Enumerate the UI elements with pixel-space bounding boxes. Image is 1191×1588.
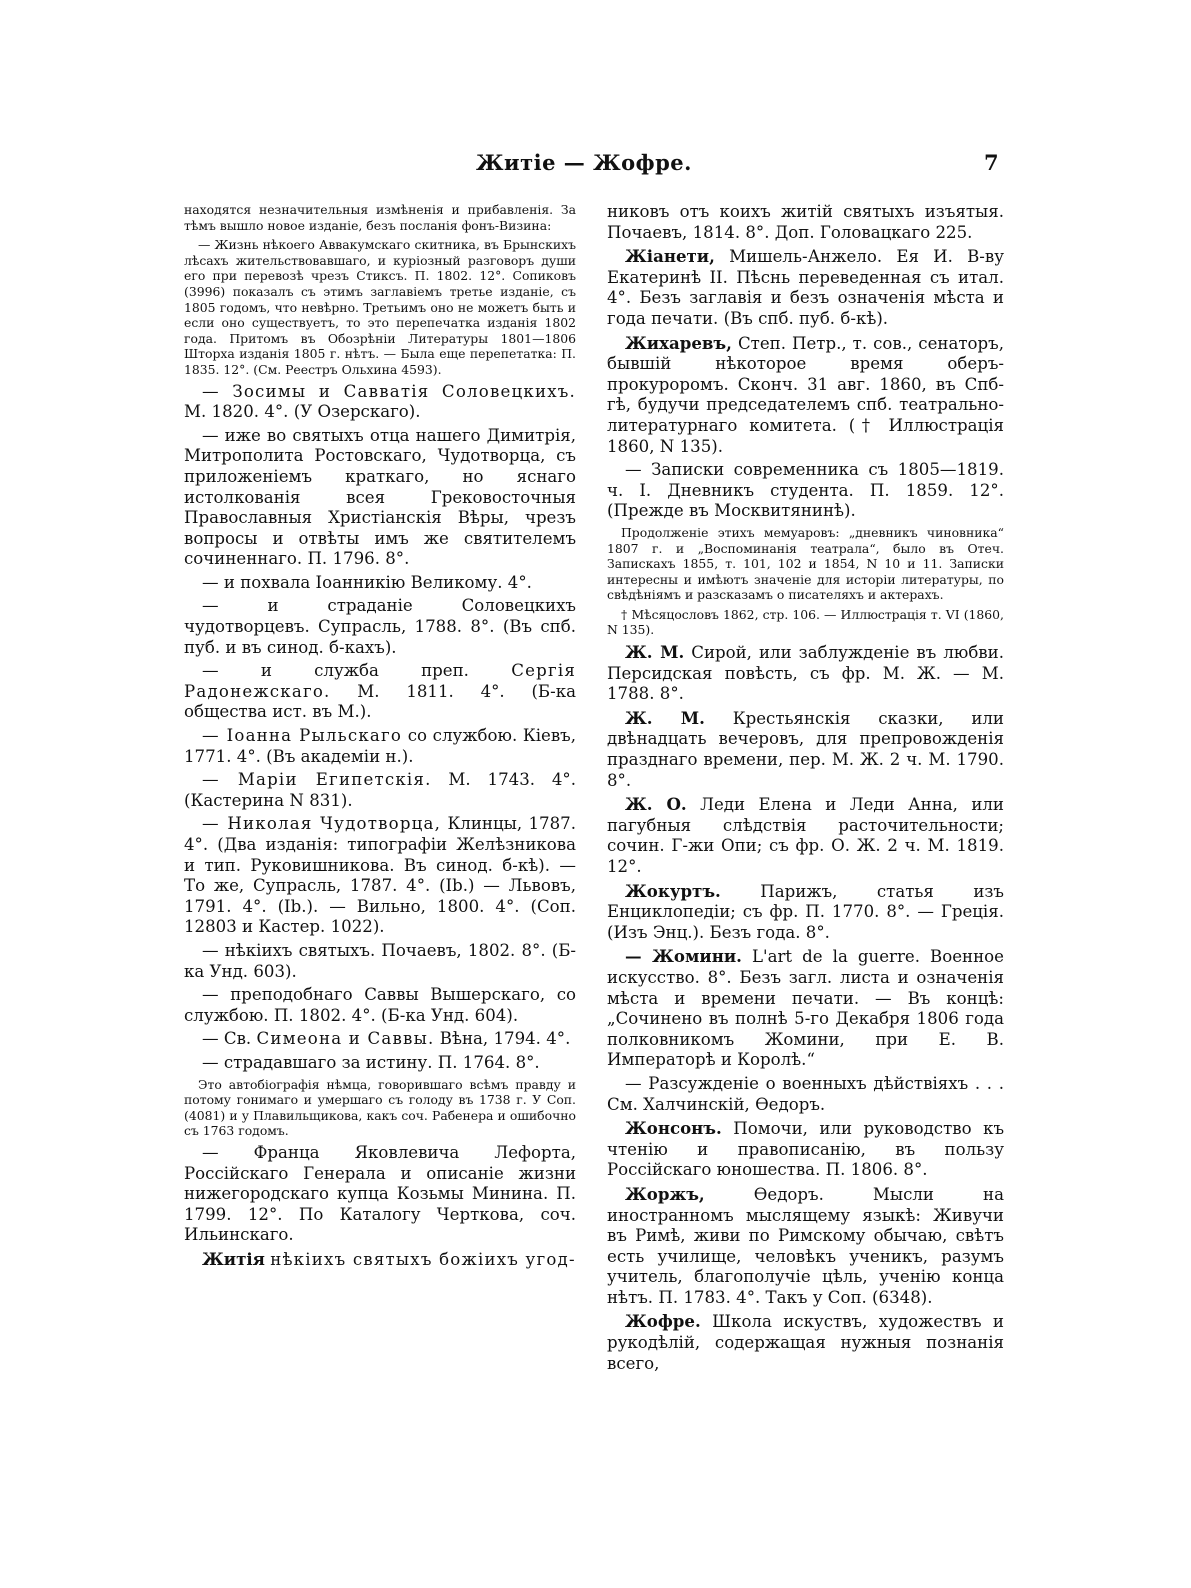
entry-text: L'art de la guerre. Военное искусство. 8°. Безъ загл. листа и означенія мѣста и времени печати. — Въ концѣ: „Сочинено въ полнѣ 5-го Декабря 1806 года полковникомъ Жомини, при Е. В. Императорѣ и Королѣ.“ (607, 947, 1004, 1070)
page-header (0, 150, 1191, 190)
entry-zhikharev (607, 333, 1004, 458)
entry-headword: Житія (202, 1248, 265, 1269)
entry-zapiski: — Записки современника съ 1805—1819. ч. I. Дневникъ студента. П. 1859. 12°. (Прежде въ Москвитянинѣ). (607, 460, 1004, 521)
entry-text: Сирой, или заблужденіе въ любви. Персидская повѣсть, съ фр. М. Ж. — М. 1788. 8°. (607, 643, 1004, 704)
entry-savva: — преподобнаго Саввы Вышерскаго, со службою. П. 1802. 4°. (Б-ка Унд. 604). (184, 985, 576, 1025)
entry-zhianeti (607, 246, 1004, 329)
entry-zh-m-2 (607, 708, 1004, 791)
entry-headword: Жоржъ, (625, 1183, 705, 1204)
entry-text: Степ. Петр., т. сов., сенаторъ, бывшій нѣкоторое время оберъ-прокуроромъ. Сконч. 31 авг. 1860, въ Спб-гѣ, будучи председателемъ спб. театрально-литературнаго комитета. († Иллюстрація 1860, N 135). (607, 333, 1004, 456)
entry-ioann-rylsky (184, 726, 576, 767)
entry-text: М. 1811. 4°. (Б-ка общества ист. въ М.). (184, 681, 576, 722)
note-paragraph: † Мѣсяцословъ 1862, стр. 106. — Иллюстрація т. VI (1860, N 135). (607, 606, 1004, 638)
entry-zhorzh (607, 1184, 1004, 1309)
entry-title: Сергія Радонежскаго. (184, 661, 576, 701)
note-paragraph: Это автобіографія нѣмца, говорившаго всѣмъ правду и потому гонимаго и умершаго съ голоду въ 1738 г. У Соп. (4081) и у Плавильщикова, какъ соч. Рабенера и ошибочно съ 1763 годомъ. (184, 1076, 576, 1139)
entry-text: Ѳедоръ. Мысли на иностранномъ мыслящему языкѣ: Живучи въ Римѣ, живи по Римскому обычаю, свѣтъ есть училище, человѣкъ ученикъ, разумъ учитель, благополучіе цѣль, ученію конца нѣтъ. П. 1783. 4°. Такъ у Соп. (6348). (607, 1184, 1004, 1307)
entry-prefix: — и служба преп. (202, 661, 469, 681)
running-title: Житіе — Жофре. (476, 150, 692, 175)
entry-headword: Жофре. (625, 1311, 701, 1332)
entry-text: Леди Елена и Леди Анна, или пагубныя слѣдствія расточительности; сочин. Г-жи Опи; съ фр. О. Ж. 2 ч. М. 1819. 12°. (607, 795, 1004, 876)
entry-zosima (184, 382, 576, 423)
note-paragraph: Продолженіе этихъ мемуаровъ: „дневникъ чиновника“ 1807 г. и „Воспоминанія театрала“, было въ Отеч. Запискахъ 1855, т. 101, 102 и 1854, N 10 и 11. Записки интересны и имѣютъ значеніе для исторіи литературы, по свѣдѣніямъ и разсказамъ о писателяхъ и актерахъ. (607, 524, 1004, 603)
entry-text: Крестьянскія сказки, или двѣнадцать вечеровъ, для препровожденія празднаго времени, пер. М. Ж. 2 ч. М. 1790. 8°. (607, 708, 1004, 790)
entry-headword: Ж. М. (625, 642, 685, 663)
entry-text: Вѣна, 1794. 4°. (439, 1029, 571, 1049)
entry-text: Помочи, или руководство къ чтенію и правописанію, въ пользу Россійскаго юношества. П. 1806. 8°. (607, 1119, 1004, 1180)
entry-headword: Ж. М. (625, 707, 705, 728)
entry-text: М. 1743. 4°. (Кастерина N 831). (184, 770, 576, 810)
entry-prefix: — Св. (202, 1029, 252, 1049)
entry-solovetsk: — и страданіе Соловецкихъ чудотворцевъ. Супрасль, 1788. 8°. (Въ спб. пуб. и въ синод. б-кахъ). (184, 596, 576, 657)
entry-headword: Жонсонъ. (625, 1118, 722, 1139)
entry-zhitiya (184, 1249, 576, 1271)
entry-headword: Ж. О. (625, 794, 687, 815)
entry-headword: Жихаревъ, (625, 332, 732, 353)
entry-zh-o (607, 794, 1004, 877)
entry-dimitry: — иже во святыхъ отца нашего Димитрія, Митрополита Ростовскаго, Чудотворца, съ приложеніемъ краткаго, но яснаго истолкованія всея Грековосточныя Православныя Христіанскія Вѣры, чрезъ вопросы и отвѣты имъ же святителемъ сочиненнаго. П. 1796. 8°. (184, 425, 576, 569)
entry-title: — Іоанна Рыльскаго (202, 726, 403, 746)
entry-lefort: — Франца Яковлевича Лефорта, Россійскаго Генерала и описаніе жизни нижегородскаго купца Козьмы Минина. П. 1799. 12°. По Каталогу Черткова, соч. Ильинскаго. (184, 1142, 576, 1245)
entry-nekiikh: — нѣкіихъ святыхъ. Почаевъ, 1802. 8°. (Б-ка Унд. 603). (184, 940, 576, 981)
entry-headword: Жіанети, (625, 246, 715, 267)
entry-zh-m-1 (607, 642, 1004, 705)
entry-text: Клинцы, 1787. 4°. (Два изданія: типографіи Желѣзникова и тип. Руковишникова. Въ синод. б-кѣ). — То же, Супрасль, 1787. 4°. (Ib.) — Львовъ, 1791. 4°. (Ib.). — Вильно, 1800. 4°. (Соп. 12803 и Кастер. 1022). (184, 814, 576, 937)
entry-text: М. 1820. 4°. (У Озерскаго). (184, 402, 421, 422)
entry-zhomini (607, 946, 1004, 1071)
entry-sergiy (184, 661, 576, 723)
right-column (607, 202, 1004, 1382)
entry-ioannikiy: — и похвала Іоанникію Великому. 4°. (202, 572, 532, 592)
entry-text: со службою. Кіевъ, 1771. 4°. (Въ академіи н.). (184, 726, 576, 766)
entry-title: — Зосимы и Савватія Соловецкихъ. (202, 381, 576, 401)
left-column (184, 202, 576, 1382)
entry-headword: — Жомини. (625, 946, 742, 967)
entry-text: нѣкіихъ святыхъ божіихъ угод- (270, 1249, 576, 1269)
page-number: 7 (984, 150, 999, 175)
note-paragraph: находятся незначительныя измѣненія и прибавленія. За тѣмъ вышло новое изданіе, безъ посланія фонъ-Визина: (184, 202, 576, 233)
entry-title: Симеона и Саввы. (256, 1029, 435, 1049)
entry-zhofre (607, 1311, 1004, 1374)
entry-istina: — страдавшаго за истину. П. 1764. 8°. (202, 1052, 540, 1072)
entry-text: Школа искуствъ, художествъ и рукодѣлій, содержащая нужныя познанія всего, (607, 1312, 1004, 1373)
entry-zhokurt (607, 881, 1004, 944)
entry-rassuzhdenie: — Разсужденіе о военныхъ дѣйствіяхъ . . . См. Халчинскій, Ѳедоръ. (607, 1073, 1004, 1114)
entry-title: — Николая Чудотворца, (202, 814, 442, 834)
entry-text: Парижъ, статья изъ Енциклопедіи; съ фр. П. 1770. 8°. — Греція. (Изъ Энц.). Безъ года. 8°. (607, 881, 1004, 942)
entry-simeon (184, 1029, 576, 1050)
entry-title: — Маріи Египетскія. (202, 770, 432, 790)
entry-mariya (184, 770, 576, 811)
entry-continuation: никовъ отъ коихъ житій святыхъ изъятыя. Почаевъ, 1814. 8°. Доп. Головацкаго 225. (607, 202, 1004, 242)
entry-text: Мишель-Анжело. Ея И. В-ву Екатеринѣ II. Пѣснь переведенная съ итал. 4°. Безъ заглавія и безъ означенія мѣста и года печати. (Въ спб. пуб. б-кѣ). (607, 247, 1004, 328)
entry-zhonson (607, 1118, 1004, 1181)
entry-nikolay (184, 814, 576, 938)
entry-headword: Жокуртъ. (625, 880, 721, 901)
note-paragraph: — Жизнь нѣкоего Аввакумскаго скитника, въ Брынскихъ лѣсахъ жительствовавшаго, и куріозный разговоръ души его при перевозѣ чрезъ Стиксъ. П. 1802. 12°. Сопиковъ (3996) показалъ съ этимъ заглавіемъ третье изданіе, съ 1805 годомъ, что невѣрно. Третьимъ оно не можетъ быть и если оно существуетъ, то это перепечатка изданія 1802 года. Притомъ въ Обозрѣніи Литературы 1801—1806 Шторха изданія 1805 г. нѣтъ. — Была еще перепетатка: П. 1835. 12°. (См. Реестръ Ольхина 4593). (184, 237, 576, 377)
